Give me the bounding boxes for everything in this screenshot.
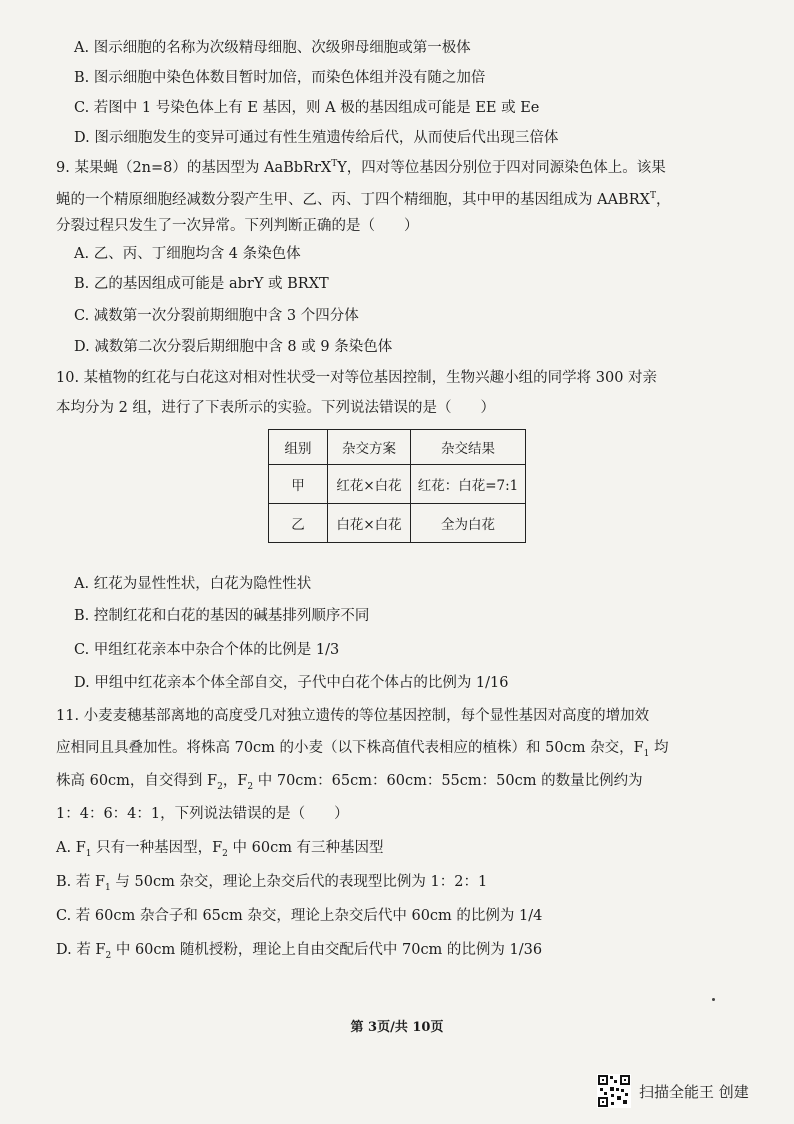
q9-option-d: D. 减数第二次分裂后期细胞中含 8 或 9 条染色体	[74, 339, 393, 355]
q9-stem-line2: 蝇的一个精原细胞经减数分裂产生甲、乙、丙、丁四个精细胞，其中甲的基因组成为 $AABRX^T$，	[56, 191, 671, 208]
table-cell: 红花：白花=7:1	[411, 465, 526, 504]
experiment-table	[268, 429, 526, 543]
table-cell: 甲	[269, 465, 328, 504]
table-cell: 白花×白花	[328, 504, 411, 543]
table-cell: 全为白花	[411, 504, 526, 543]
table-header-cell: 杂交结果	[411, 430, 526, 465]
q11-option-a: A. $F_1$ 只有一种基因型，$F_2$ 中 60cm 有三种基因型	[56, 840, 384, 859]
table-header-cell: 杂交方案	[328, 430, 411, 465]
q9-stem-line3: 分裂过程只发生了一次异常。下列判断正确的是（ ）	[56, 218, 419, 234]
q10-stem-line2: 本均分为 2 组，进行了下表所示的实验。下列说法错误的是（ ）	[56, 400, 495, 416]
scanner-brand-text: 扫描全能王 创建	[639, 1082, 749, 1101]
page-number: 第 3页/共 10页	[350, 1020, 444, 1035]
q10-option-c: C. 甲组红花亲本中杂合个体的比例是 1/3	[74, 642, 340, 658]
q11-stem-line2: 应相同且具叠加性。将株高 70cm 的小麦（以下株高值代表相应的植株）和 50cm 杂交，$F_1$ 均	[56, 740, 669, 759]
table-cell: 乙	[269, 504, 328, 543]
q11-option-b: B. 若 $F_1$ 与 50cm 杂交，理论上杂交后代的表现型比例为 1：2：1	[56, 874, 488, 893]
table-header-row	[269, 430, 526, 465]
q8-option-d: D. 图示细胞发生的变异可通过有性生殖遗传给后代，从而使后代出现三倍体	[74, 130, 559, 146]
q8-option-c: C. 若图中 1 号染色体上有 E 基因，则 A 极的基因组成可能是 EE 或 Ee	[74, 100, 540, 116]
q11-option-d: D. 若 $F_2$ 中 60cm 随机授粉，理论上自由交配后代中 70cm 的比例为 1/36	[56, 942, 543, 961]
q10-option-b: B. 控制红花和白花的基因的碱基排列顺序不同	[74, 608, 370, 624]
q9-option-b: B. 乙的基因组成可能是 abrY 或 BRXT	[74, 276, 329, 292]
qr-code-icon	[597, 1074, 631, 1108]
scanner-watermark	[597, 1074, 749, 1108]
q10-option-d: D. 甲组中红花亲本个体全部自交，子代中白花个体占的比例为 1/16	[74, 675, 509, 691]
q10-option-a: A. 红花为显性性状，白花为隐性性状	[74, 576, 312, 592]
q9-option-c: C. 减数第一次分裂前期细胞中含 3 个四分体	[74, 308, 359, 324]
q8-option-b: B. 图示细胞中染色体数目暂时加倍，而染色体组并没有随之加倍	[74, 70, 486, 86]
q11-stem-line3: 株高 60cm，自交得到 $F_2$，$F_2$ 中 70cm：65cm：60cm：55cm：50cm 的数量比例约为	[56, 773, 643, 792]
q8-option-a: A. 图示细胞的名称为次级精母细胞、次级卵母细胞或第一极体	[74, 40, 471, 56]
q9-stem-line1: 9. 某果蝇（2n=8）的基因型为 AaBbRrX$^T$Y，四对等位基因分别位于四对同源染色体上。该果	[56, 159, 666, 176]
scan-speck	[712, 998, 715, 1001]
q11-stem-line4: 1：4：6：4：1，下列说法错误的是（ ）	[56, 806, 349, 822]
table-row	[269, 465, 526, 504]
table-cell: 红花×白花	[328, 465, 411, 504]
q10-stem-line1: 10. 某植物的红花与白花这对相对性状受一对等位基因控制，生物兴趣小组的同学将 300 对亲	[56, 370, 658, 386]
table-header-cell: 组别	[269, 430, 328, 465]
q11-stem-line1: 11. 小麦麦穗基部离地的高度受几对独立遗传的等位基因控制，每个显性基因对高度的增加效	[56, 708, 650, 724]
table-row	[269, 504, 526, 543]
q11-option-c: C. 若 60cm 杂合子和 65cm 杂交，理论上杂交后代中 60cm 的比例为 1/4	[56, 908, 543, 924]
q9-option-a: A. 乙、丙、丁细胞均含 4 条染色体	[74, 246, 301, 262]
